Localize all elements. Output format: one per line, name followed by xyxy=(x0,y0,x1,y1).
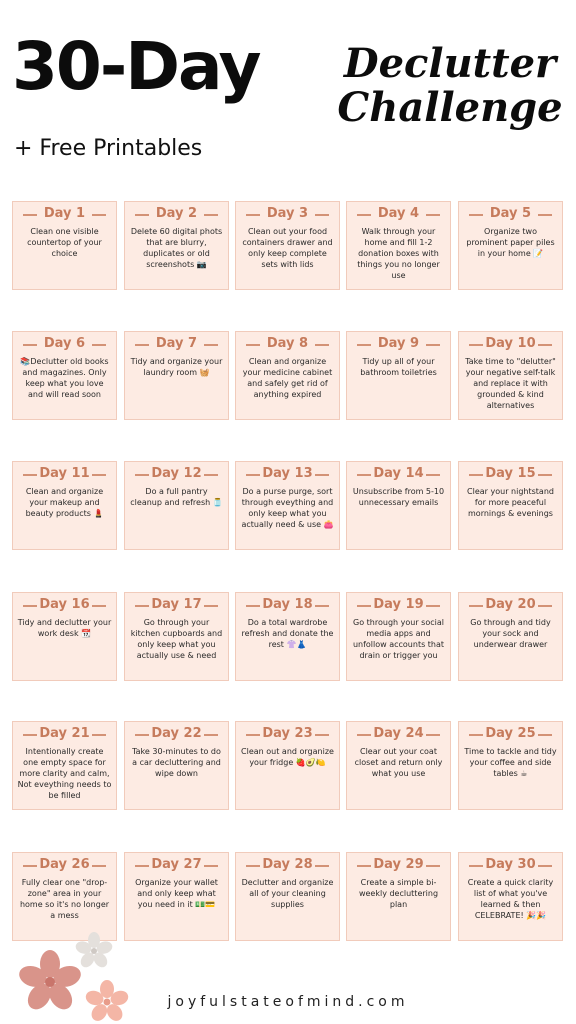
day-task-text: Go through and tidy your sock and underwear drawer xyxy=(470,618,551,649)
divider-right xyxy=(315,474,329,476)
day-task-text: Clean one visible countertop of your choice xyxy=(27,227,102,258)
day-card-header xyxy=(236,857,339,873)
day-card xyxy=(458,461,563,550)
day-label: Day 28 xyxy=(262,857,313,872)
day-label: Day 14 xyxy=(373,466,424,481)
day-card-header xyxy=(13,857,116,873)
day-task-text: Tidy and organize your laundry room 🧺 xyxy=(130,357,223,377)
title-script-line1: Declutter xyxy=(343,40,557,87)
day-task-text: Tidy up all of your bathroom toiletries xyxy=(360,357,437,377)
divider-right xyxy=(538,344,552,346)
day-card-header xyxy=(125,466,228,482)
day-card-header xyxy=(125,336,228,352)
divider-right xyxy=(204,214,218,216)
day-task-text: Tidy and declutter your work desk 📆 xyxy=(17,618,112,638)
day-task-text: Clear out your coat closet and return only what you use xyxy=(354,747,443,778)
day-card-header xyxy=(347,206,450,222)
day-card xyxy=(346,721,451,810)
day-label: Day 16 xyxy=(39,597,90,612)
divider-right xyxy=(92,865,106,867)
day-card xyxy=(12,201,117,290)
day-label: Day 26 xyxy=(39,857,90,872)
day-task-text: Do a full pantry cleanup and refresh 🫙 xyxy=(130,487,223,507)
day-label: Day 10 xyxy=(485,336,536,351)
day-card xyxy=(235,852,340,941)
divider-right xyxy=(204,344,218,346)
divider-right xyxy=(426,734,440,736)
day-card-header xyxy=(13,726,116,742)
divider-right xyxy=(204,865,218,867)
divider-right xyxy=(315,605,329,607)
day-card-header xyxy=(125,857,228,873)
day-card xyxy=(235,592,340,681)
day-card xyxy=(124,592,229,681)
day-task-text: Organize your wallet and only keep what you need in it 💵💳 xyxy=(135,878,218,909)
day-label: Day 27 xyxy=(151,857,202,872)
divider-right xyxy=(315,865,329,867)
day-card xyxy=(235,201,340,290)
day-label: Day 22 xyxy=(151,726,202,741)
day-label: Day 29 xyxy=(373,857,424,872)
day-label: Day 11 xyxy=(39,466,90,481)
day-card-header xyxy=(236,206,339,222)
divider-right xyxy=(426,344,440,346)
day-card-header xyxy=(236,336,339,352)
day-card-header xyxy=(347,597,450,613)
day-card xyxy=(12,852,117,941)
divider-right xyxy=(538,214,552,216)
day-label: Day 5 xyxy=(489,206,532,221)
day-task-text: 📚Declutter old books and magazines. Only keep what you love and will read soon xyxy=(20,357,109,399)
day-card-header xyxy=(459,206,562,222)
divider-right xyxy=(92,214,106,216)
day-card xyxy=(346,201,451,290)
day-card xyxy=(124,852,229,941)
day-card-header xyxy=(459,336,562,352)
day-card-header xyxy=(236,597,339,613)
day-card xyxy=(12,461,117,550)
day-card-header xyxy=(13,466,116,482)
divider-right xyxy=(538,474,552,476)
day-card xyxy=(124,201,229,290)
title-main: 30-Day xyxy=(12,28,260,105)
day-task-text: Go through your kitchen cupboards and only keep what you actually use & need xyxy=(130,618,223,660)
day-task-text: Clear your nightstand for more peaceful mornings & evenings xyxy=(467,487,554,518)
day-card-header xyxy=(13,206,116,222)
day-label: Day 3 xyxy=(266,206,309,221)
day-label: Day 15 xyxy=(485,466,536,481)
subtitle: + Free Printables xyxy=(14,136,203,161)
title-script-line2: Challenge xyxy=(337,84,563,131)
day-card xyxy=(346,852,451,941)
day-label: Day 4 xyxy=(377,206,420,221)
day-task-text: Create a quick clarity list of what you've learned & then CELEBRATE! 🎉🎉 xyxy=(467,878,554,920)
day-card-header xyxy=(236,466,339,482)
day-label: Day 2 xyxy=(155,206,198,221)
day-card-header xyxy=(347,726,450,742)
day-label: Day 17 xyxy=(151,597,202,612)
day-card-header xyxy=(347,857,450,873)
day-card-header xyxy=(347,336,450,352)
day-card-header xyxy=(13,597,116,613)
day-label: Day 18 xyxy=(262,597,313,612)
divider-right xyxy=(315,734,329,736)
divider-right xyxy=(426,474,440,476)
day-label: Day 21 xyxy=(39,726,90,741)
day-task-text: Clean and organize your medicine cabinet and safely get rid of anything expired xyxy=(242,357,333,399)
day-card-header xyxy=(459,726,562,742)
day-task-text: Fully clear one "drop-zone" area in your home so it's no longer a mess xyxy=(19,878,110,920)
day-card xyxy=(124,331,229,420)
day-label: Day 23 xyxy=(262,726,313,741)
day-label: Day 7 xyxy=(155,336,198,351)
day-card-header xyxy=(236,726,339,742)
divider-right xyxy=(426,605,440,607)
divider-right xyxy=(315,344,329,346)
day-label: Day 30 xyxy=(485,857,536,872)
divider-right xyxy=(538,865,552,867)
day-label: Day 9 xyxy=(377,336,420,351)
day-card xyxy=(124,721,229,810)
divider-right xyxy=(426,214,440,216)
day-card-header xyxy=(125,206,228,222)
day-card xyxy=(458,721,563,810)
day-card xyxy=(458,201,563,290)
day-label: Day 19 xyxy=(373,597,424,612)
divider-right xyxy=(92,474,106,476)
divider-right xyxy=(204,734,218,736)
day-label: Day 12 xyxy=(151,466,202,481)
day-card xyxy=(458,331,563,420)
day-task-text: Time to tackle and tidy your coffee and side tables ☕ xyxy=(464,747,557,778)
day-card xyxy=(12,331,117,420)
day-task-text: Organize two prominent paper piles in your home 📝 xyxy=(466,227,555,258)
day-card-header xyxy=(125,726,228,742)
day-label: Day 25 xyxy=(485,726,536,741)
day-card xyxy=(124,461,229,550)
divider-right xyxy=(538,734,552,736)
day-card xyxy=(346,461,451,550)
day-task-text: Take 30-minutes to do a car decluttering and wipe down xyxy=(132,747,221,778)
day-card xyxy=(346,331,451,420)
day-task-text: Do a total wardrobe refresh and donate the rest 👚👗 xyxy=(241,618,334,649)
day-task-text: Clean and organize your makeup and beauty products 💄 xyxy=(25,487,104,518)
day-card-header xyxy=(13,336,116,352)
divider-right xyxy=(92,344,106,346)
day-card-header xyxy=(459,597,562,613)
day-label: Day 13 xyxy=(262,466,313,481)
day-label: Day 1 xyxy=(43,206,86,221)
day-card-header xyxy=(459,857,562,873)
divider-right xyxy=(426,865,440,867)
day-label: Day 8 xyxy=(266,336,309,351)
divider-right xyxy=(538,605,552,607)
divider-right xyxy=(92,605,106,607)
day-task-text: Go through your social media apps and unfollow accounts that drain or trigger you xyxy=(352,618,445,660)
divider-right xyxy=(92,734,106,736)
flower-icon-grey xyxy=(75,932,113,970)
day-task-text: Declutter and organize all of your cleaning supplies xyxy=(241,878,334,909)
day-card xyxy=(458,852,563,941)
day-task-text: Take time to "delutter" your negative self-talk and replace it with grounded & kind alternatives xyxy=(465,357,556,410)
day-card-header xyxy=(125,597,228,613)
footer-url: joyfulstateofmind.com xyxy=(167,994,409,1010)
day-task-text: Clean out and organize your fridge 🍓🥑🍋 xyxy=(241,747,334,767)
day-task-text: Clean out your food containers drawer and only keep complete sets with lids xyxy=(242,227,333,269)
day-label: Day 6 xyxy=(43,336,86,351)
day-card xyxy=(235,331,340,420)
day-task-text: Walk through your home and fill 1-2 donation boxes with things you no longer use xyxy=(357,227,440,280)
day-card xyxy=(235,461,340,550)
day-card-header xyxy=(347,466,450,482)
day-card xyxy=(235,721,340,810)
day-task-text: Intentionally create one empty space for more clarity and calm, Not eveything needs to be filled xyxy=(17,747,112,800)
day-card xyxy=(12,721,117,810)
day-card xyxy=(12,592,117,681)
divider-right xyxy=(315,214,329,216)
divider-right xyxy=(204,605,218,607)
day-card xyxy=(346,592,451,681)
day-task-text: Unsubscribe from 5-10 unnecessary emails xyxy=(352,487,445,507)
day-label: Day 20 xyxy=(485,597,536,612)
day-task-text: Do a purse purge, sort through eveything and only keep what you actually need & use 👛 xyxy=(241,487,334,529)
divider-right xyxy=(204,474,218,476)
day-label: Day 24 xyxy=(373,726,424,741)
day-task-text: Delete 60 digital phots that are blurry, duplicates or old screenshots 📷 xyxy=(130,227,223,269)
day-card xyxy=(458,592,563,681)
day-task-text: Create a simple bi-weekly decluttering plan xyxy=(358,878,439,909)
day-card-header xyxy=(459,466,562,482)
